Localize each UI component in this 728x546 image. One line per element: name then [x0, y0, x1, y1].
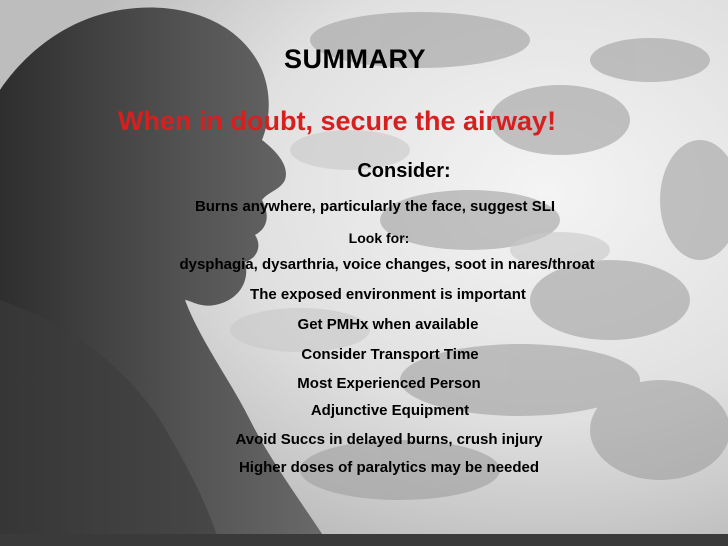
bullet-line: The exposed environment is important — [250, 286, 526, 303]
bullet-line: Adjunctive Equipment — [310, 402, 470, 419]
bullet-line: Most Experienced Person — [297, 375, 481, 392]
bullet-line: Burns anywhere, particularly the face, suggest SLI — [194, 198, 556, 215]
footer-bar — [0, 534, 728, 546]
bullet-line: Higher doses of paralytics may be needed — [238, 459, 540, 476]
bullet-line: Avoid Succs in delayed burns, crush injury — [235, 431, 543, 448]
bullet-line: Get PMHx when available — [297, 316, 479, 333]
bullet-line: dysphagia, dysarthria, voice changes, soot in nares/throat — [179, 256, 595, 273]
consider-heading: Consider: — [357, 160, 451, 182]
bullet-line: Look for: — [348, 230, 410, 246]
slide-title: SUMMARY — [284, 44, 426, 74]
bullet-line: Consider Transport Time — [301, 346, 479, 363]
slide-subtitle: When in doubt, secure the airway! — [118, 106, 557, 136]
